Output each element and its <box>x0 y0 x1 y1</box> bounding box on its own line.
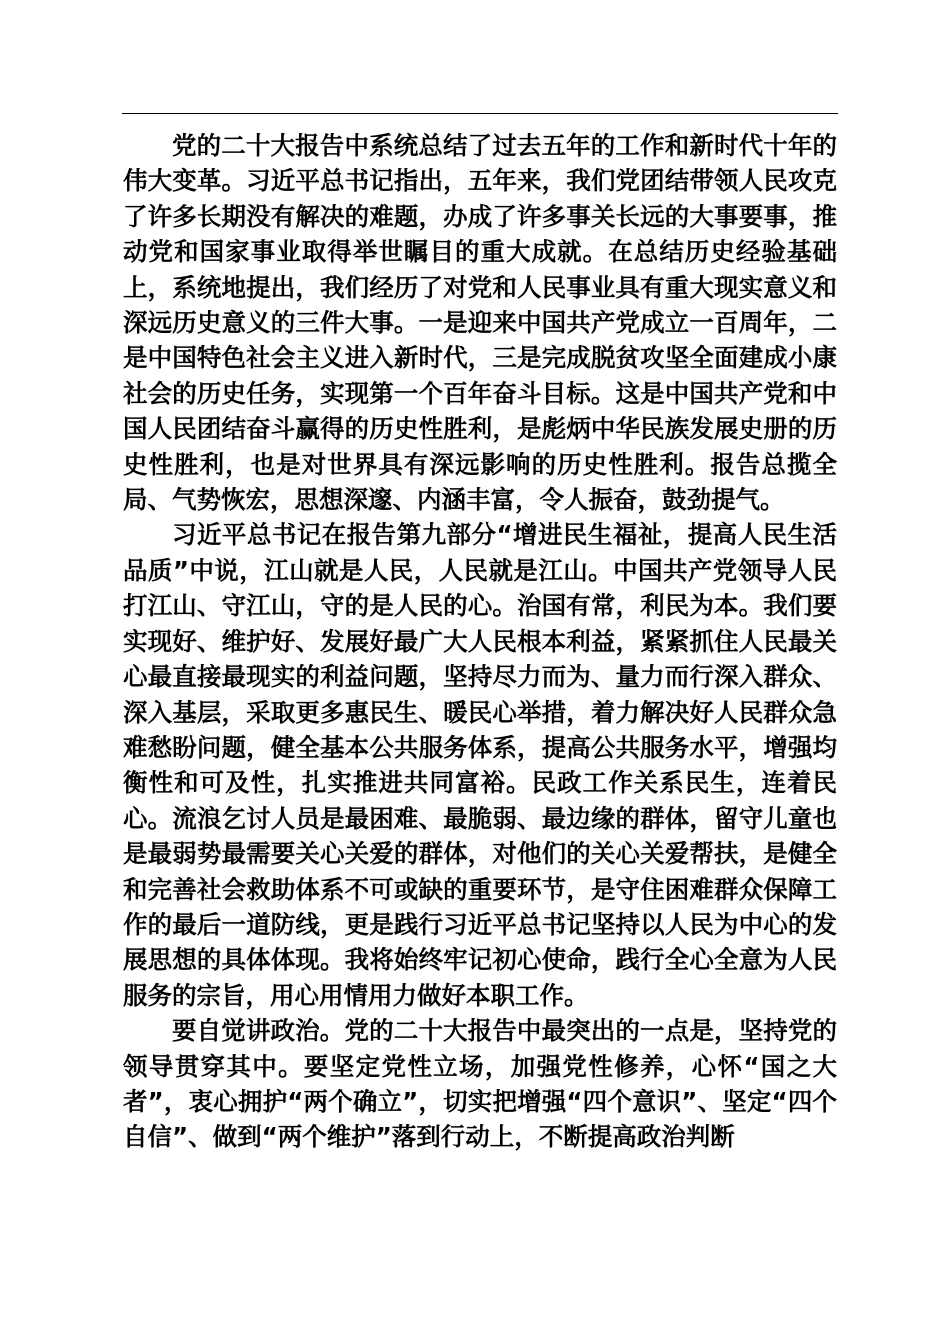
paragraph-political-awareness: 要自觉讲政治。党的二十大报告中最突出的一点是，坚持党的领导贯穿其中。要坚定党性立场，加强党性修养，心怀“国之大者”，衷心拥护“两个确立”，切实把增强“四个意识”、坚定“四个自信”、做到“两个维护”落到行动上，不断提高政治判断 <box>123 1016 837 1152</box>
paragraph-people-livelihood: 习近平总书记在报告第九部分“增进民生福祉，提高人民生活品质”中说，江山就是人民，人民就是江山。中国共产党领导人民打江山、守江山，守的是人民的心。治国有常，利民为本。我们要实现好、维护好、发展好最广大人民根本利益，紧紧抓住人民最关心最直接最现实的利益问题，坚持尽力而为、量力而行深入群众、深入基层，采取更多惠民生、暖民心举措，着力解决好人民群众急难愁盼问题，健全基本公共服务体系，提高公共服务水平，增强均衡性和可及性，扎实推进共同富裕。民政工作关系民生，连着民心。流浪乞讨人员是最困难、最脆弱、最边缘的群体，留守儿童也是最弱势最需要关心关爱的群体，对他们的关心关爱帮扶，是健全和完善社会救助体系不可或缺的重要环节，是守住困难群众保障工作的最后一道防线，更是践行习近平总书记坚持以人民为中心的发展思想的具体体现。我将始终牢记初心使命，践行全心全意为人民服务的宗旨，用心用情用力做好本职工作。 <box>123 520 837 1010</box>
document-body <box>123 128 837 1155</box>
header-rule <box>122 113 838 114</box>
paragraph-review-achievements: 党的二十大报告中系统总结了过去五年的工作和新时代十年的伟大变革。习近平总书记指出，五年来，我们党团结带领人民攻克了许多长期没有解决的难题，办成了许多事关长远的大事要事，推动党和国家事业取得举世瞩目的重大成就。在总结历史经验基础上，系统地提出，我们经历了对党和人民事业具有重大现实意义和深远历史意义的三件大事。一是迎来中国共产党成立一百周年，二是中国特色社会主义进入新时代，三是完成脱贫攻坚全面建成小康社会的历史任务，实现第一个百年奋斗目标。这是中国共产党和中国人民团结奋斗赢得的历史性胜利，是彪炳中华民族发展史册的历史性胜利，也是对世界具有深远影响的历史性胜利。报告总揽全局、气势恢宏，思想深邃、内涵丰富，令人振奋，鼓劲提气。 <box>123 131 837 515</box>
